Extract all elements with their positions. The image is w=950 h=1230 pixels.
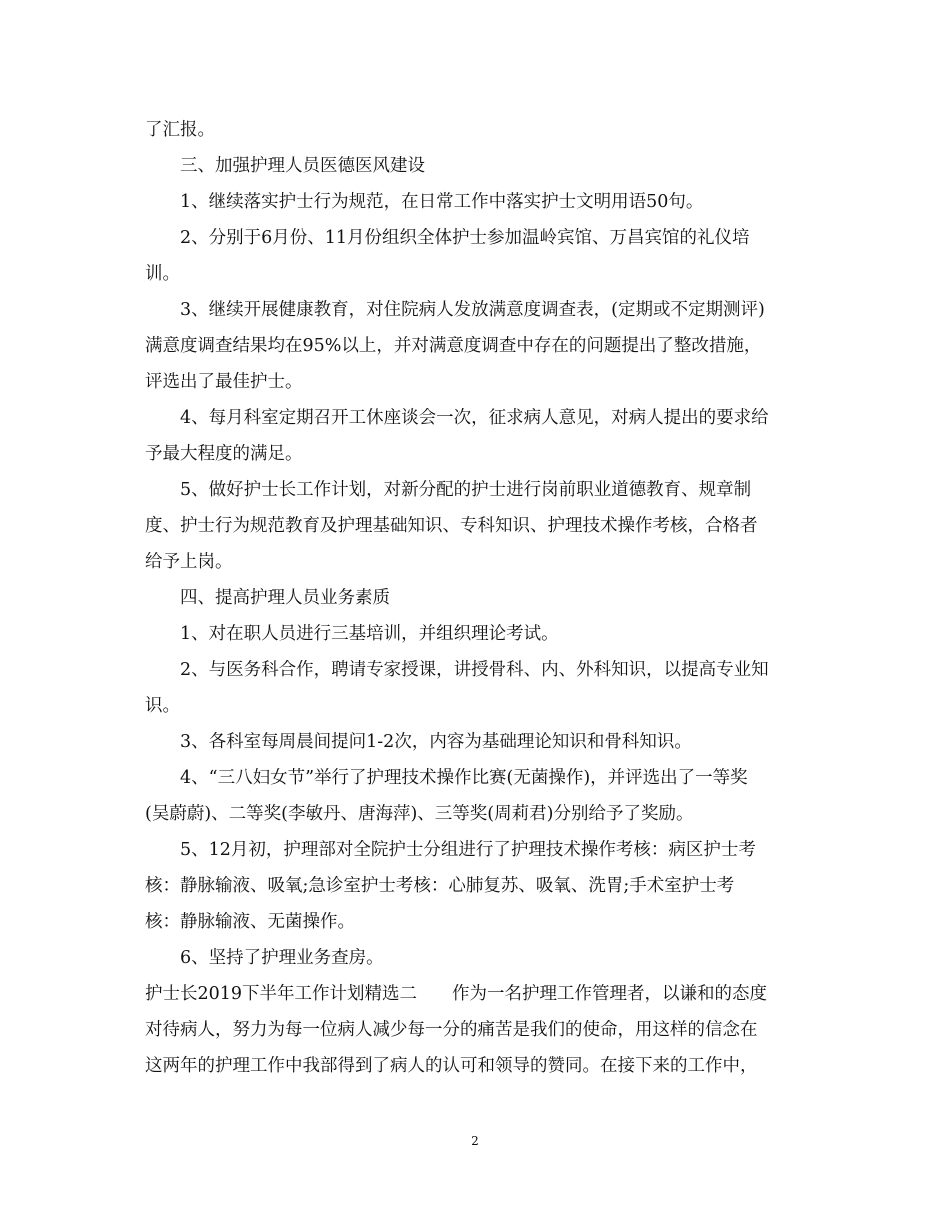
- text-line: 5、做好护士长工作计划，对新分配的护士进行岗前职业道德教育、规章制: [180, 480, 752, 500]
- text-line: 给予上岗。: [145, 552, 233, 572]
- text-line: 1、继续落实护士行为规范，在日常工作中落实护士文明用语50句。: [180, 192, 704, 212]
- body-text: [145, 112, 810, 1084]
- text-line: 4、“三八妇女节”举行了护理技术操作比赛(无菌操作)，并评选出了一等奖: [180, 768, 748, 788]
- text-line: 训。: [145, 264, 180, 284]
- text-line: 6、坚持了护理业务查房。: [180, 948, 384, 968]
- text-line: 核：静脉输液、吸氧;急诊室护士考核：心肺复苏、吸氧、洗胃;手术室护士考: [145, 876, 735, 896]
- text-line: 识。: [145, 696, 180, 716]
- text-line: 2、与医务科合作，聘请专家授课，讲授骨科、内、外科知识，以提高专业知: [180, 660, 769, 680]
- page-number: 2: [471, 1134, 479, 1148]
- text-line: 5、12月初，护理部对全院护士分组进行了护理技术操作考核：病区护士考: [180, 840, 756, 860]
- text-line: 评选出了最佳护士。: [145, 372, 303, 392]
- text-line: 核：静脉输液、无菌操作。: [145, 912, 355, 932]
- text-line: (吴蔚蔚)、二等奖(李敏丹、唐海萍)、三等奖(周莉君)分别给予了奖励。: [145, 804, 694, 824]
- text-line: 对待病人，努力为每一位病人减少每一分的痛苦是我们的使命，用这样的信念在: [145, 1020, 758, 1040]
- text-line: 3、继续开展健康教育，对住院病人发放满意度调查表，(定期或不定期测评): [180, 300, 765, 320]
- section-heading: 四、提高护理人员业务素质: [180, 588, 390, 608]
- section-heading: 三、加强护理人员医德医风建设: [180, 156, 425, 176]
- text-line: 满意度调查结果均在95%以上，并对满意度调查中存在的问题提出了整改措施，: [145, 336, 762, 356]
- text-line: 4、每月科室定期召开工休座谈会一次，征求病人意见，对病人提出的要求给: [180, 408, 769, 428]
- text-line: 了汇报。: [145, 120, 215, 140]
- text-line: 1、对在职人员进行三基培训，并组织理论考试。: [180, 624, 559, 644]
- text-line: 2、分别于6月份、11月份组织全体护士参加温岭宾馆、万昌宾馆的礼仪培: [180, 228, 750, 248]
- text-line: 3、各科室每周晨间提问1-2次，内容为基础理论知识和骨科知识。: [180, 732, 692, 752]
- text-line: 予最大程度的满足。: [145, 444, 303, 464]
- text-line: 护士长2019下半年工作计划精选二 作为一名护理工作管理者，以谦和的态度: [145, 984, 768, 1004]
- text-line: 度、护士行为规范教育及护理基础知识、专科知识、护理技术操作考核，合格者: [145, 516, 758, 536]
- text-line: 这两年的护理工作中我部得到了病人的认可和领导的赞同。在接下来的工作中，: [145, 1056, 758, 1076]
